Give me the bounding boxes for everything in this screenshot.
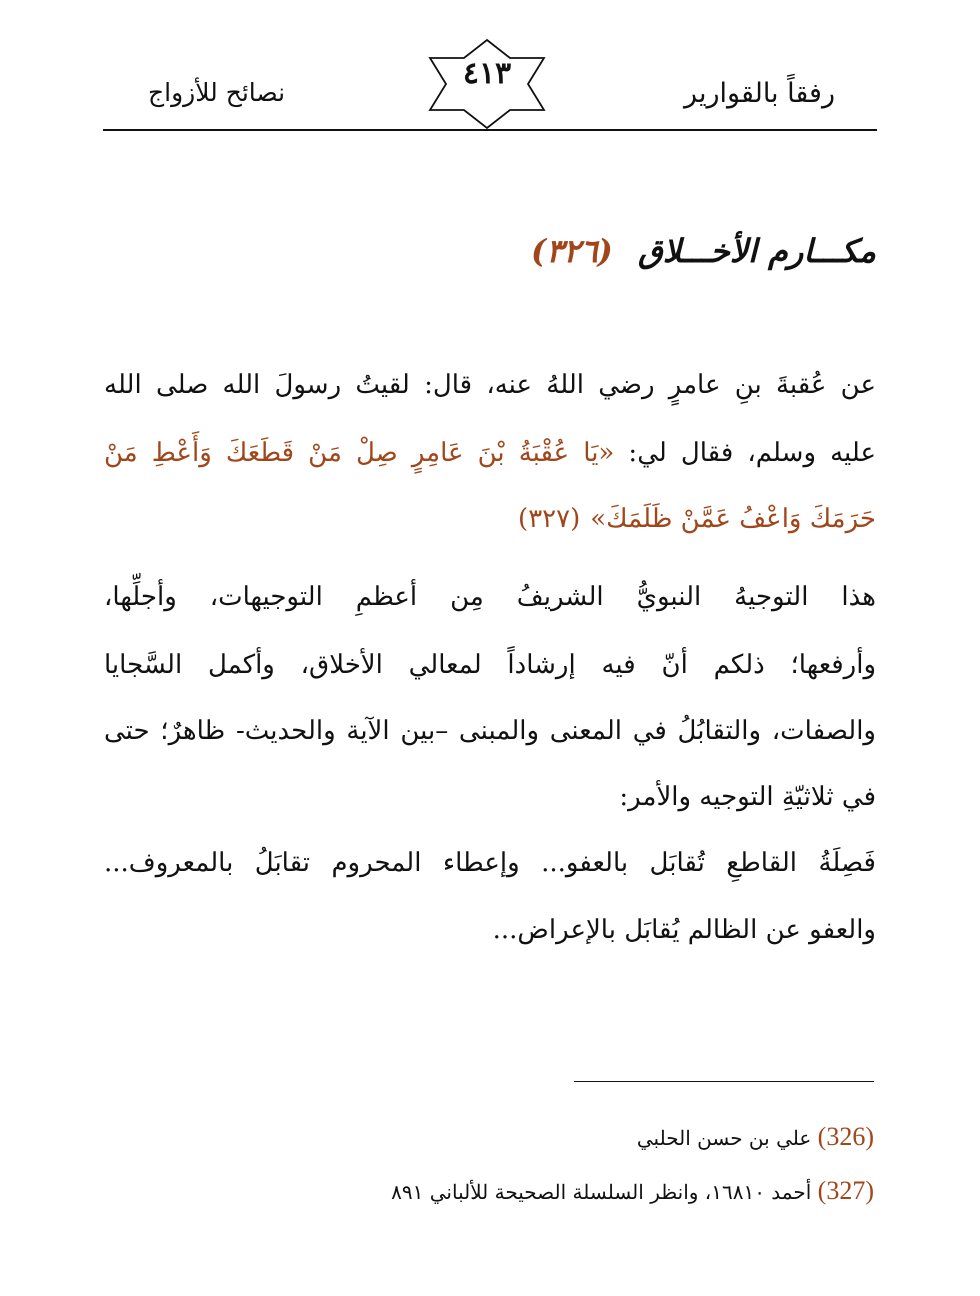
- paragraph2-line1: هذا التوجيهُ النبويُّ الشريفُ مِن أعظمِ التوجيهات، وأجلِّها،: [104, 582, 876, 612]
- paragraph1-line2: [104, 438, 876, 468]
- paragraph2-line2: وأرفعها؛ ذلكم أنّ فيه إرشاداً لمعالي الأخلاق، وأكمل السَّجايا: [104, 650, 876, 680]
- paragraph2-line4: في ثلاثيّةِ التوجيه والأمر:: [619, 782, 876, 812]
- hadith-text-part1: «يَا عُقْبَةُ بْنَ عَامِرٍ صِلْ مَنْ قَطَعَكَ وَأَعْطِ مَنْ: [104, 438, 615, 468]
- header-divider: [103, 129, 877, 131]
- paragraph1-line3: [104, 504, 876, 534]
- paragraph2-line5: فَصِلَةُ القاطعِ تُقابَل بالعفو... وإعطاء المحروم تقابَلُ بالمعروف...: [104, 848, 876, 878]
- footnote-326: [637, 1122, 874, 1152]
- paragraph1-line1: عن عُقبةَ بنِ عامرٍ رضي اللهُ عنه، قال: لقيتُ رسولَ الله صلى الله: [104, 370, 876, 400]
- footnote-number: (326): [817, 1122, 874, 1151]
- hadith-footnote-ref: (٣٢٧): [518, 504, 581, 534]
- book-title: رفقاً بالقوارير: [684, 78, 835, 109]
- section-title: مكـــارم الأخـــلاق: [637, 232, 876, 270]
- section-heading: [531, 232, 876, 270]
- paragraph2-line6: والعفو عن الظالم يُقابَل بالإعراض...: [492, 915, 876, 945]
- body-text: [104, 370, 876, 990]
- footnote-number: (327): [817, 1176, 874, 1205]
- footnote-text: علي بن حسن الحلبي: [636, 1126, 812, 1150]
- paragraph1-line2-text: عليه وسلم، فقال لي:: [614, 438, 876, 468]
- hadith-text-part2: حَرَمَكَ وَاعْفُ عَمَّنْ ظَلَمَكَ»: [590, 504, 876, 534]
- paragraph2-line3: والصفات، والتقابُلُ في المعنى والمبنى –بين الآية والحديث- ظاهرٌ؛ حتى: [104, 716, 876, 746]
- footnote-327: [391, 1176, 874, 1206]
- chapter-title: نصائح للأزواج: [148, 78, 286, 107]
- footnote-text: أحمد ١٦٨١٠، وانظر السلسلة الصحيحة للألباني ٨٩١: [391, 1180, 812, 1204]
- footnote-divider: [574, 1081, 874, 1082]
- section-footnote-ref: (٣٢٦): [530, 232, 613, 270]
- page-header: [0, 0, 980, 140]
- page-number: ٤١٣: [462, 56, 512, 91]
- page-number-badge: [428, 38, 546, 130]
